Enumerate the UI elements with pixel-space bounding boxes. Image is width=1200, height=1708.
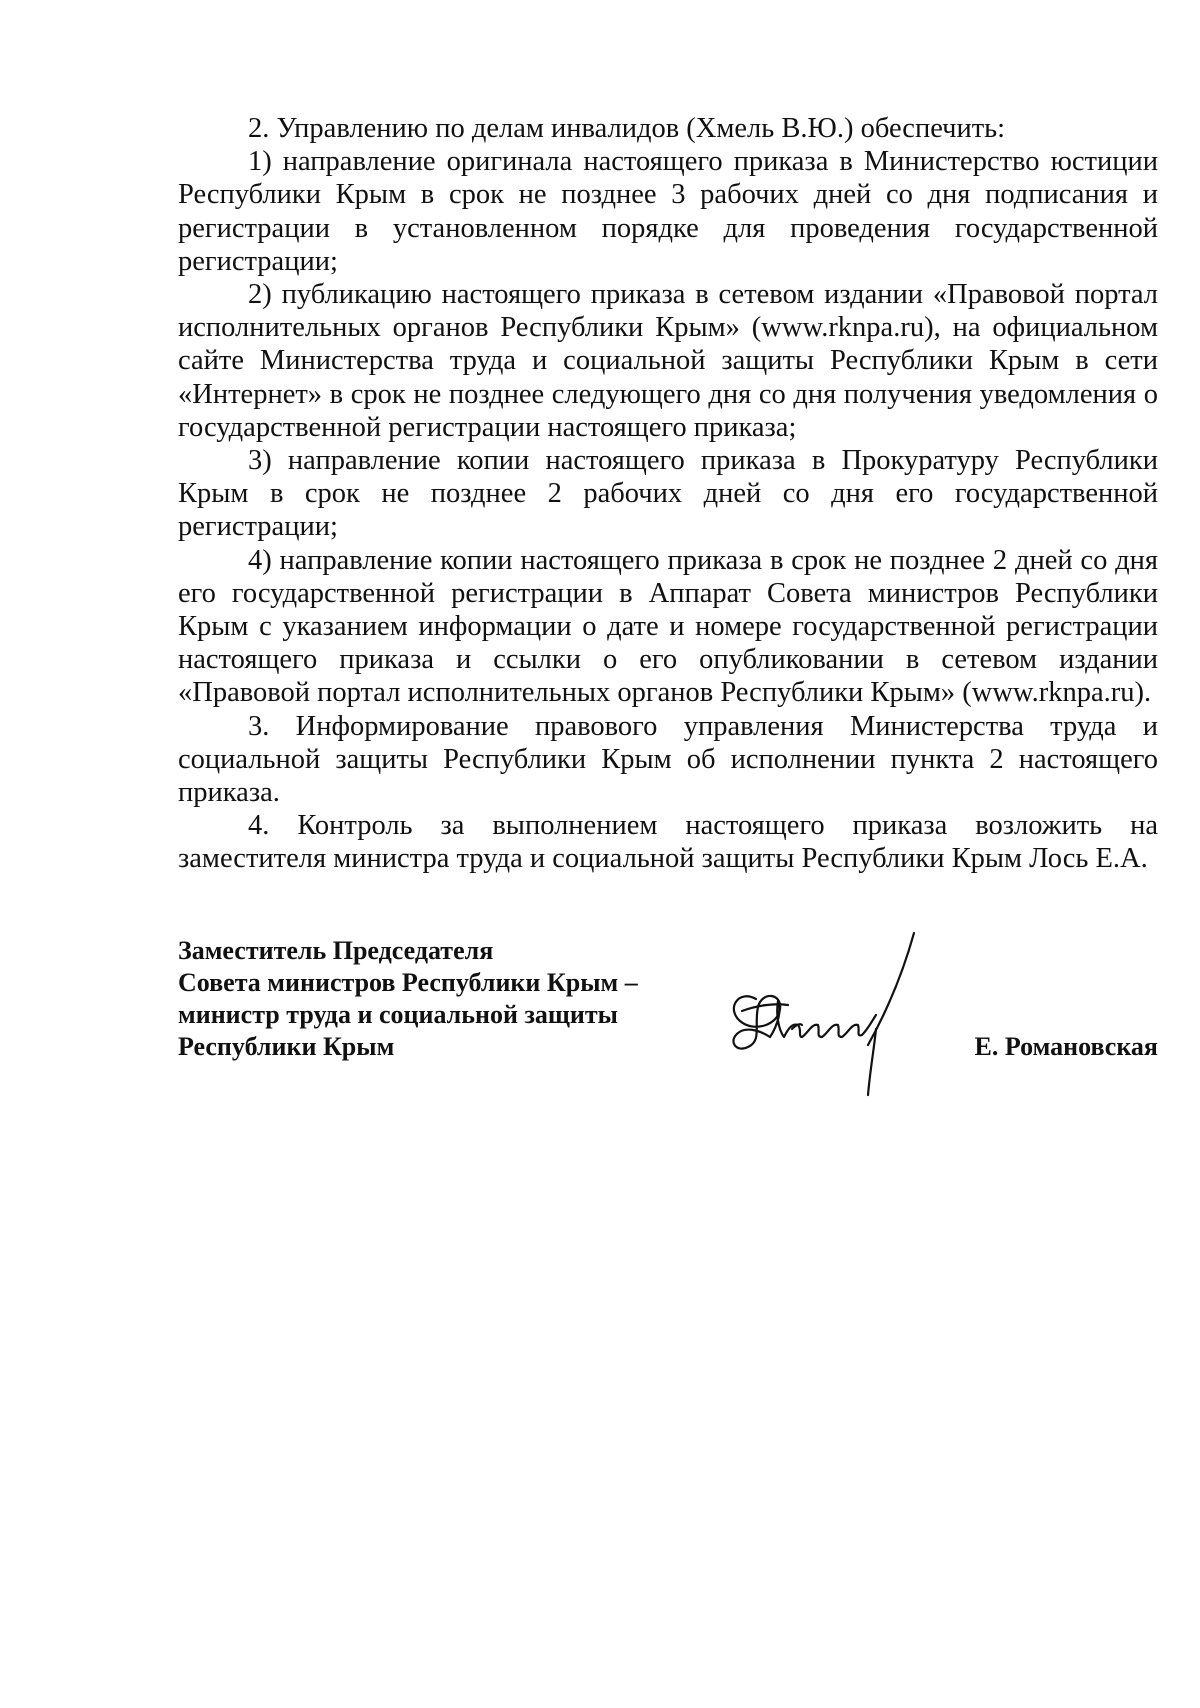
handwritten-signature <box>718 929 938 1099</box>
paragraph-item-2: 2. Управлению по делам инвалидов (Хмель В.Ю.) обеспечить: <box>248 113 1006 144</box>
signer-title-line: Совета министров Республики Крым – <box>178 968 638 997</box>
signature-block <box>178 935 1158 1105</box>
paragraph-subitem-4: 4) направление копии настоящего приказа в срок не позднее 2 дней со дня его государственной регистрации в Аппарат Совета министров Республики Крым с указанием информации о дате и номере государственной регистрации настоящего приказа и ссылки о его опубликовании в сетевом издании «Правовой портал исполнительных органов Республики Крым» (www.rknpa.ru). <box>178 544 1158 709</box>
paragraph-subitem-1: 1) направление оригинала настоящего приказа в Министерство юстиции Республики Крым в срок не позднее 3 рабочих дней со дня подписания и регистрации в установленном порядке для проведения государственной регистрации; <box>178 146 1158 277</box>
signer-title-line: министр труда и социальной защиты <box>178 1000 618 1029</box>
signer-title-line: Заместитель Председателя <box>178 936 494 965</box>
signer-name: Е. Романовская <box>974 1032 1158 1061</box>
paragraph-item-4: 4. Контроль за выполнением настоящего приказа возложить на заместителя министра труда и социальной защиты Республики Крым Лось Е.А. <box>178 810 1158 875</box>
document-body <box>178 112 1158 876</box>
paragraph-subitem-3: 3) направление копии настоящего приказа в Прокуратуру Республики Крым в срок не позднее 2 рабочих дней со дня его государственной регистрации; <box>178 445 1158 543</box>
paragraph-subitem-2: 2) публикацию настоящего приказа в сетевом издании «Правовой портал исполнительных органов Республики Крым» (www.rknpa.ru), на официальном сайте Министерства труда и социальной защиты Республики Крым в сети «Интернет» в срок не позднее следующего дня со дня получения уведомления о государственной регистрации настоящего приказа; <box>178 279 1158 443</box>
signer-title-line: Республики Крым <box>178 1032 395 1061</box>
paragraph-item-3: 3. Информирование правового управления Министерства труда и социальной защиты Республики Крым об исполнении пункта 2 настоящего приказа. <box>178 710 1158 809</box>
signer-title <box>178 935 698 1063</box>
